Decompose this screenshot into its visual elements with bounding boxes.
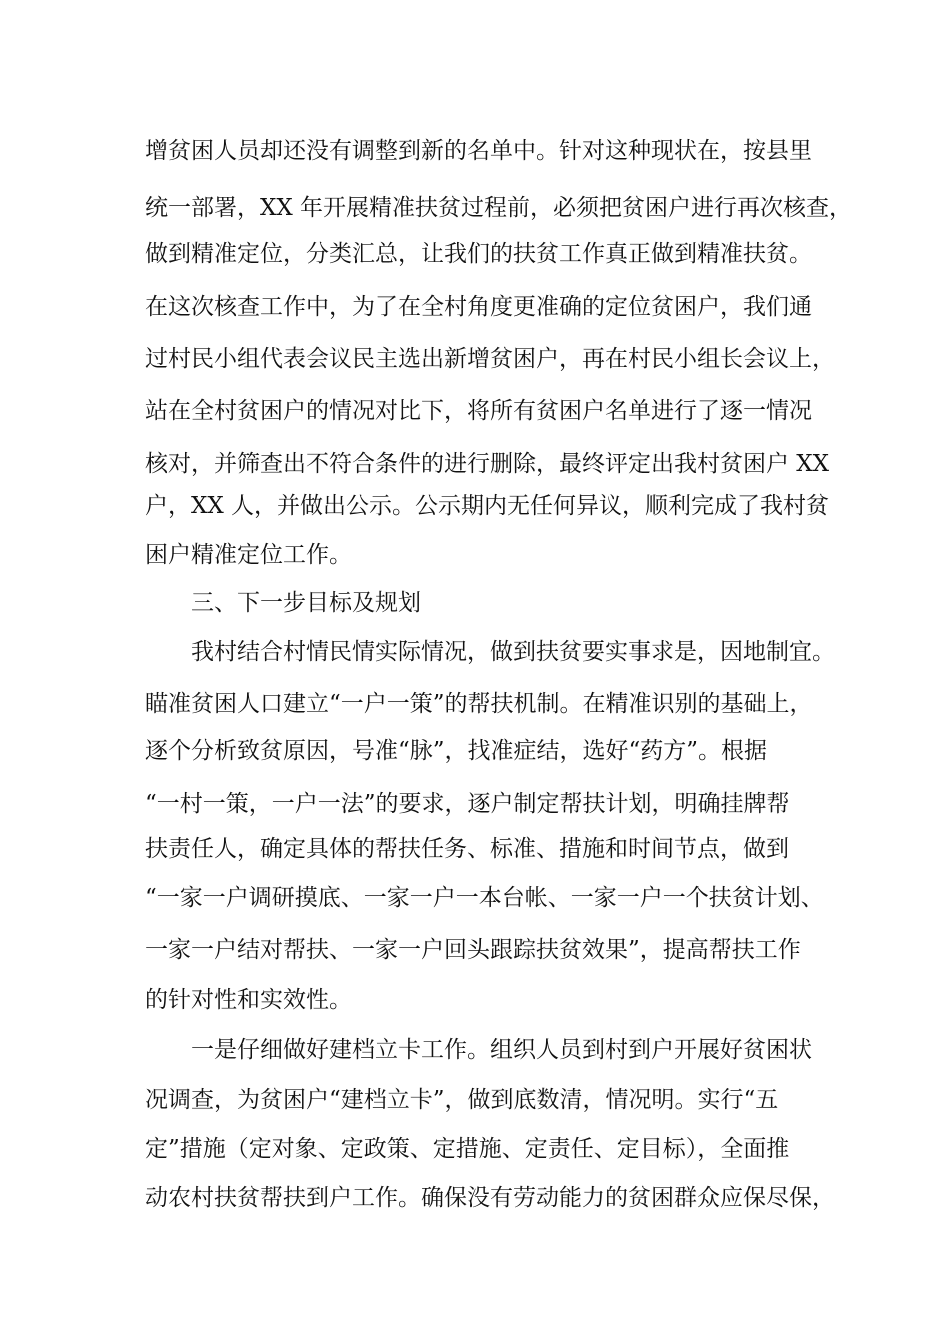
- paragraph-line: 扶责任人，确定具体的帮扶任务、标准、措施和时间节点，做到: [145, 836, 789, 862]
- paragraph-line: 核对，并筛查出不符合条件的进行删除，最终评定出我村贫困户 XX: [145, 451, 830, 477]
- paragraph-line: 定”措施（定对象、定政策、定措施、定责任、定目标），全面推: [145, 1136, 790, 1162]
- paragraph-line: 况调查，为贫困户“建档立卡”，做到底数清，情况明。实行“五: [145, 1087, 779, 1113]
- paragraph-line: 的针对性和实效性。: [145, 987, 352, 1013]
- section-heading: 三、下一步目标及规划: [191, 590, 421, 616]
- paragraph-line: 我村结合村情民情实际情况，做到扶贫要实事求是，因地制宜。: [191, 639, 835, 665]
- paragraph-line: 站在全村贫困户的情况对比下，将所有贫困户名单进行了逐一情况: [145, 398, 812, 424]
- paragraph-line: 一是仔细做好建档立卡工作。组织人员到村到户开展好贫困状: [191, 1037, 812, 1063]
- paragraph-line: 在这次核查工作中，为了在全村角度更准确的定位贫困户，我们通: [145, 294, 812, 320]
- paragraph-line: 逐个分析致贫原因，号准“脉”，找准症结，选好“药方”。根据: [145, 738, 768, 764]
- paragraph-line: “一家一户调研摸底、一家一户一本台帐、一家一户一个扶贫计划、: [145, 885, 824, 911]
- paragraph-line: 户，XX 人，并做出公示。公示期内无任何异议，顺利完成了我村贫: [145, 493, 830, 519]
- paragraph-line: 增贫困人员却还没有调整到新的名单中。针对这种现状在，按县里: [145, 138, 812, 164]
- paragraph-line: 困户精准定位工作。: [145, 542, 352, 568]
- paragraph-line: 一家一户结对帮扶、一家一户回头跟踪扶贫效果”，提高帮扶工作: [145, 937, 801, 963]
- paragraph-line: “一村一策，一户一法”的要求，逐户制定帮扶计划，明确挂牌帮: [145, 791, 790, 817]
- paragraph-line: 瞄准贫困人口建立“一户一策”的帮扶机制。在精准识别的基础上，: [145, 691, 813, 717]
- paragraph-line: 做到精准定位，分类汇总，让我们的扶贫工作真正做到精准扶贫。: [145, 241, 812, 267]
- paragraph-line: 动农村扶贫帮扶到户工作。确保没有劳动能力的贫困群众应保尽保，: [145, 1185, 835, 1211]
- paragraph-line: 统一部署，XX 年开展精准扶贫过程前，必须把贫困户进行再次核查，: [145, 195, 853, 221]
- paragraph-line: 过村民小组代表会议民主选出新增贫困户，再在村民小组长会议上，: [145, 346, 835, 372]
